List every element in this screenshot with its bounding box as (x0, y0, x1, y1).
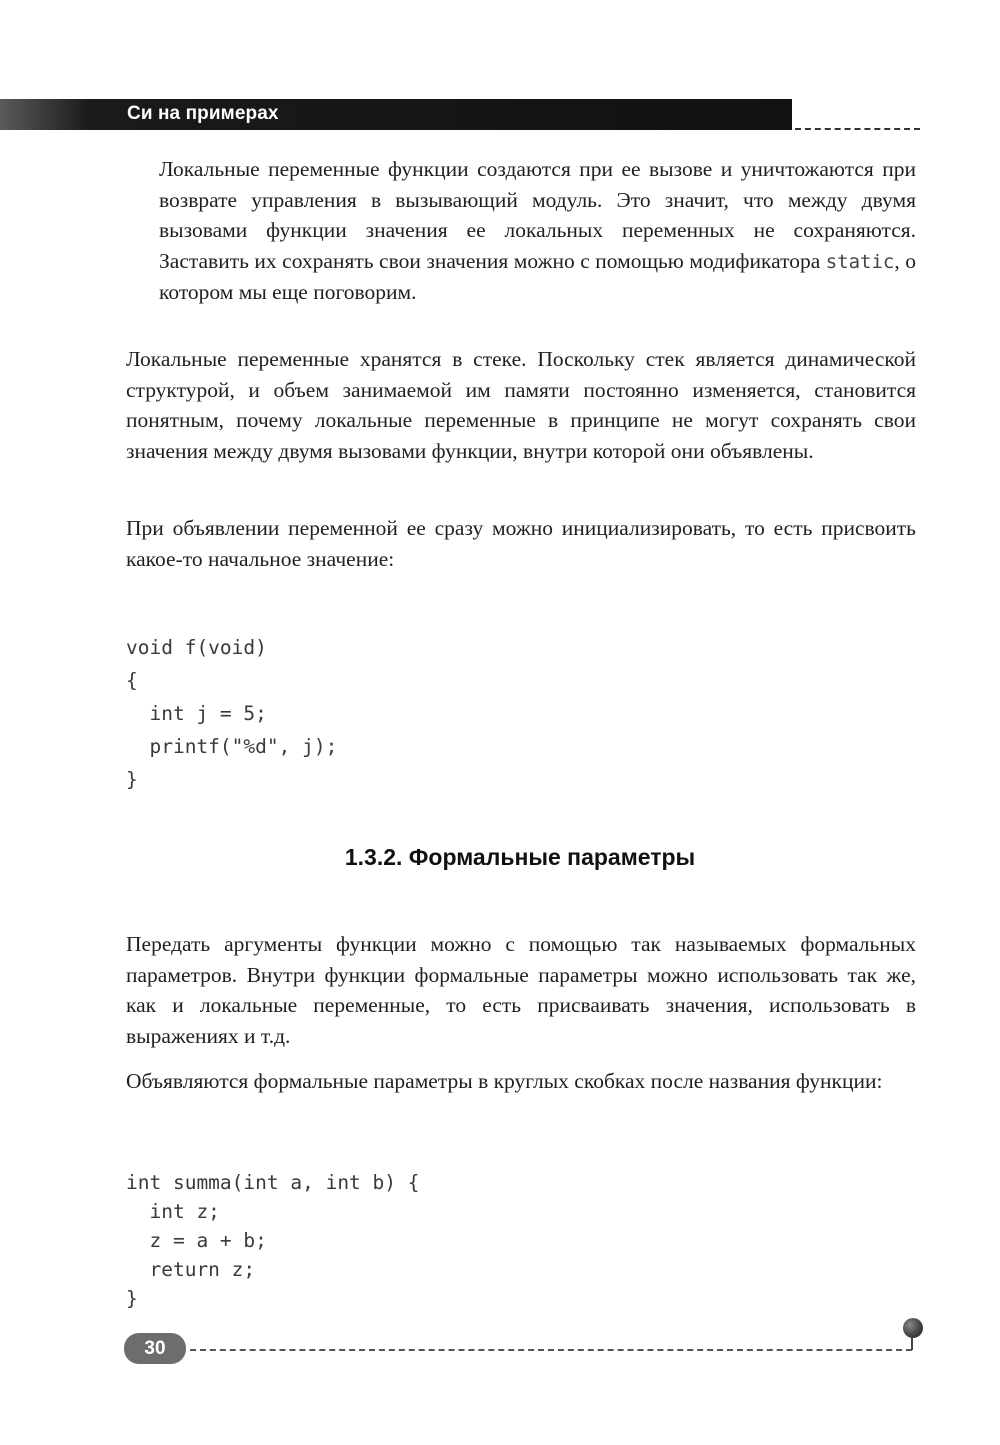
running-header-bar (0, 99, 792, 130)
note-paragraph (159, 154, 916, 308)
body-paragraph: Локальные переменные хранятся в стеке. Поскольку стек является динамической структурой, и объем занимаемой им памяти постоянно изменяется, становится понятным, почему локальные переменные в принципе не могут сохранять свои значения между двумя вызовами функции, внутри которой они объявлены. (126, 347, 916, 463)
header-dotted-rule (795, 128, 920, 130)
note-text-after: , о котором мы еще поговорим. (159, 248, 916, 305)
code-block-local-init: void f(void) { int j = 5; printf("%d", j); } (126, 636, 338, 791)
body-paragraph: При объявлении переменной ее сразу можно инициализировать, то есть присвоить какое-то начальное значение: (126, 516, 916, 571)
section-heading: 1.3.2. Формальные параметры (344, 844, 696, 870)
code-block-summa: int summa(int a, int b) { int z; z = a + b; return z; } (126, 1171, 420, 1310)
running-header-title: Си на примерах (127, 103, 279, 124)
static-keyword: static (825, 250, 895, 273)
page-number-badge: 30 (124, 1333, 186, 1364)
body-paragraph: Объявляются формальные параметры в круглых скобках после названия функции: (126, 1069, 883, 1093)
note-text-before: Локальные переменные функции создаются при ее вызове и уничтожаются при возврате управления в вызывающий модуль. Это значит, что между двумя вызовами функции значения ее локальных переменных не сохраняются. Заставить их сохранять свои значения можно с помощью модификатора (159, 157, 916, 273)
footer-dotted-rule (190, 1349, 912, 1351)
footer-pin-icon (903, 1318, 923, 1338)
body-paragraph: Передать аргументы функции можно с помощью так называемых формальных параметров. Внутри функции формальные параметры можно использовать так же, как и локальные переменные, то есть присваивать значения, использовать в выражениях и т.д. (126, 932, 916, 1048)
